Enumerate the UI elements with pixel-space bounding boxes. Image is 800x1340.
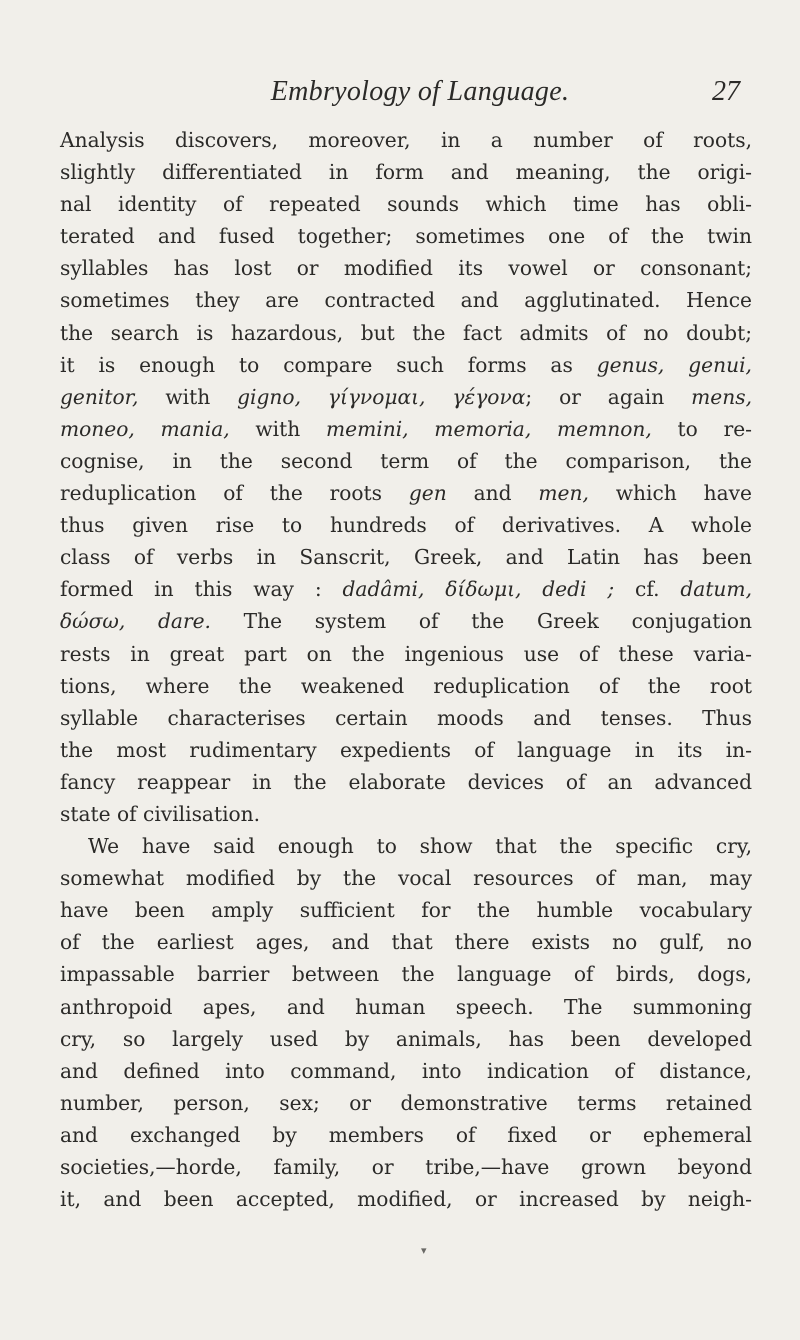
text-run: formed in this way : (60, 577, 343, 602)
text-run: cognise, in the second term of the comparison, the (60, 448, 752, 473)
text-line (60, 220, 752, 252)
text-run: the search is hazardous, but the fact admits of no doubt; (60, 320, 752, 345)
italic-text: dadâmi, δίδωμι, dedi ; (342, 577, 615, 602)
italic-text: memini, memoria, memnon, (326, 416, 652, 441)
text-line (60, 862, 752, 894)
text-run: and (446, 481, 539, 506)
text-line (60, 477, 752, 509)
text-line (60, 1087, 752, 1119)
text-line (60, 926, 752, 958)
text-line (60, 1023, 752, 1055)
text-run: with (138, 384, 238, 409)
text-run: slightly differentiated in form and meaning, the origi- (60, 160, 752, 185)
italic-text: mens, (691, 384, 753, 409)
text-run: cf. (614, 577, 681, 602)
text-line (60, 1151, 752, 1183)
text-line (60, 991, 752, 1023)
text-line (60, 573, 752, 605)
text-run: reduplication of the roots (60, 481, 409, 506)
italic-text: genitor, (60, 384, 139, 409)
text-run: Analysis discovers, moreover, in a number of roots, (60, 128, 752, 152)
text-run: and defined into command, into indication of distance, (60, 1058, 752, 1083)
text-run: anthropoid apes, and human speech. The summoning (60, 994, 752, 1019)
text-run: sometimes they are contracted and agglutinated. Hence (60, 288, 752, 313)
text-line (60, 188, 752, 220)
body-text (60, 124, 752, 1215)
text-run: syllables has lost or modified its vowel or consonant; (60, 256, 752, 281)
text-line (60, 252, 752, 284)
text-line (60, 830, 752, 862)
text-run: impassable barrier between the language of birds, dogs, (60, 962, 752, 987)
text-run: class of verbs in Sanscrit, Greek, and Latin has been (60, 545, 752, 570)
text-run: The system of the Greek conjugation (210, 609, 752, 634)
text-run: cry, so largely used by animals, has been developed (60, 1026, 752, 1051)
text-line (60, 1119, 752, 1151)
text-run: which have (588, 481, 752, 506)
text-run: nal identity of repeated sounds which time has obli- (60, 192, 752, 217)
running-head (100, 72, 740, 112)
text-line (60, 702, 752, 734)
text-line (60, 734, 752, 766)
text-run: rests in great part on the ingenious use of these varia- (60, 641, 752, 666)
text-line (60, 541, 752, 573)
text-run: tions, where the weakened reduplication of the root (60, 673, 752, 698)
italic-text: men, (538, 481, 589, 506)
text-line (60, 638, 752, 670)
text-run: fancy reappear in the elaborate devices of an advanced (60, 769, 752, 794)
text-run: terated and fused together; sometimes one of the twin (60, 224, 752, 249)
italic-text: δώσω, dare. (60, 609, 211, 634)
text-line (60, 1183, 752, 1215)
text-run: the most rudimentary expedients of language in its in- (60, 737, 752, 762)
text-run: it is enough to compare such forms as (60, 352, 597, 377)
text-run: We have said enough to show that the specific cry, (88, 834, 752, 859)
text-line (60, 349, 752, 381)
text-line (60, 317, 752, 349)
italic-text: moneo, mania, (60, 416, 230, 441)
text-line (60, 605, 752, 637)
page-number: 27 (712, 76, 740, 107)
text-line (60, 413, 752, 445)
text-line (60, 156, 752, 188)
italic-text: gen (408, 481, 447, 506)
text-run: state of civilisation. (60, 801, 261, 826)
text-run: somewhat modified by the vocal resources of man, may (60, 866, 752, 891)
text-run: societies,—horde, family, or tribe,—have grown beyond (60, 1155, 752, 1179)
text-line (60, 894, 752, 926)
text-line (60, 124, 752, 156)
text-run: and exchanged by members of fixed or ephemeral (60, 1122, 752, 1147)
text-run: to re- (651, 416, 752, 441)
italic-text: gigno, γίγνομαι, γέγονα (237, 384, 526, 409)
italic-text: datum, (680, 577, 752, 602)
text-run: it, and been accepted, modified, or increased by neigh- (60, 1187, 752, 1212)
text-run: of the earliest ages, and that there exists no gulf, no (60, 930, 752, 955)
text-line (60, 958, 752, 990)
printer-mark: ▾ (421, 1244, 427, 1257)
running-title: Embryology of Language. (270, 76, 570, 107)
text-run: number, person, sex; or demonstrative terms retained (60, 1090, 752, 1115)
text-line (60, 381, 752, 413)
text-line (60, 766, 752, 798)
text-line (60, 445, 752, 477)
text-run: thus given rise to hundreds of derivatives. A whole (60, 513, 752, 538)
italic-text: genus, genui, (596, 352, 752, 377)
text-run: syllable characterises certain moods and tenses. Thus (60, 705, 752, 730)
text-run: ; or again (525, 384, 692, 409)
text-run: with (229, 416, 326, 441)
text-run: have been amply sufficient for the humble vocabulary (60, 898, 752, 923)
text-line (60, 670, 752, 702)
text-line (60, 1055, 752, 1087)
text-line (60, 284, 752, 316)
text-line (60, 798, 752, 830)
text-line (60, 509, 752, 541)
